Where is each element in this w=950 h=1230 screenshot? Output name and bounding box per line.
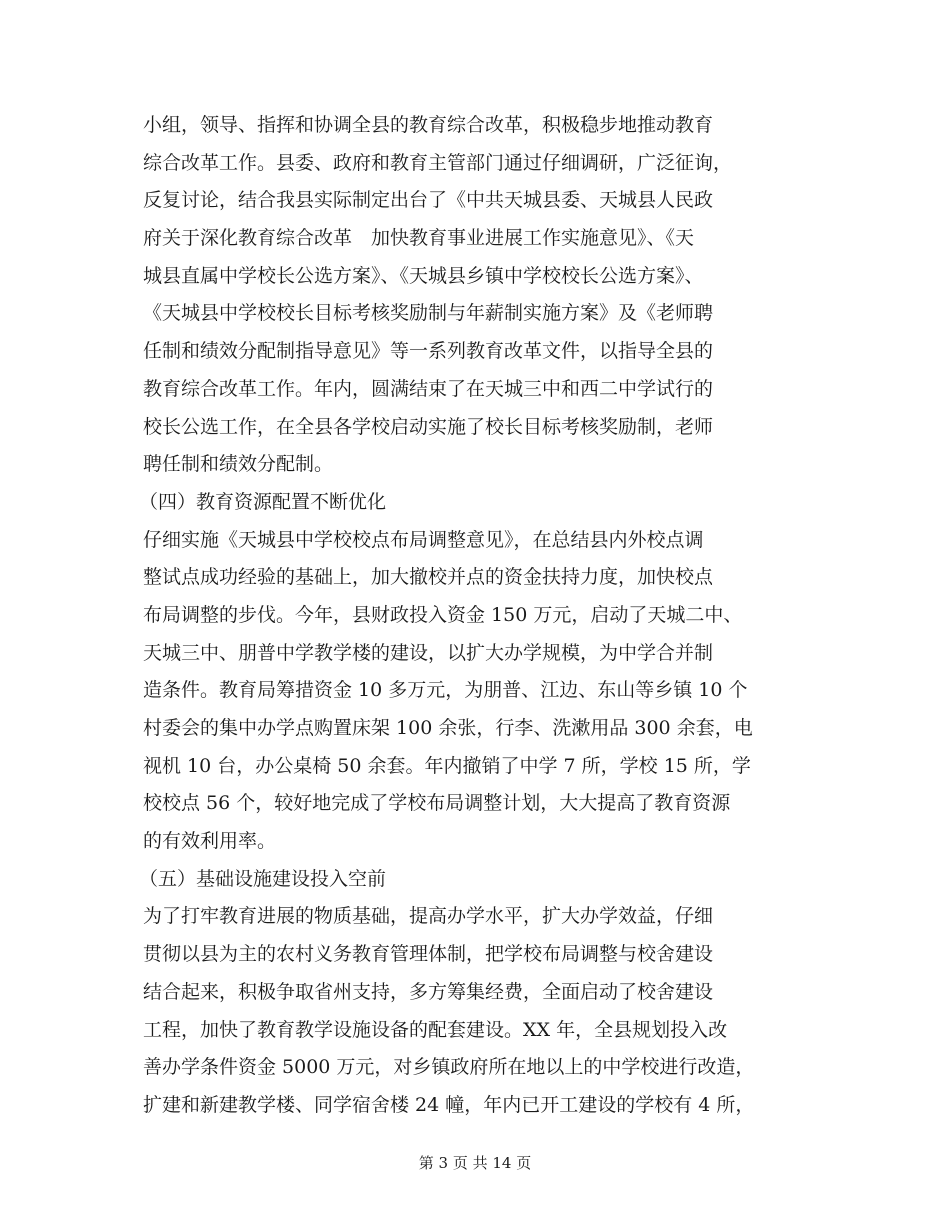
- text-line: 扩建和新建教学楼、同学宿舍楼 24 幢，年内已开工建设的学校有 4 所，: [143, 1093, 755, 1116]
- text-line: 造条件。教育局筹措资金 10 多万元，为朋普、江边、东山等乡镇 10 个: [143, 679, 748, 702]
- text-line: 府关于深化教育综合改革 加快教育事业进展工作实施意见》、《天: [143, 227, 695, 250]
- text-line: 整试点成功经验的基础上，加大撤校并点的资金扶持力度，加快校点: [143, 566, 714, 589]
- text-line: 村委会的集中办学点购置床架 100 余张，行李、洗漱用品 300 余套，电: [143, 717, 753, 739]
- page-number-label: 第 3 页 共 14 页: [418, 1154, 532, 1172]
- text-line: 视机 10 台，办公桌椅 50 余套。年内撤销了中学 7 所，学校 15 所，学: [143, 754, 751, 777]
- text-line: 校校点 56 个，较好地完成了学校布局调整计划，大大提高了教育资源: [143, 792, 731, 815]
- text-line: 仔细实施《天城县中学校校点布局调整意见》，在总结县内外校点调: [143, 528, 704, 551]
- text-line: 天城三中、朋普中学教学楼的建设，以扩大办学规模，为中学合并制: [143, 641, 714, 664]
- text-line: 结合起来，积极争取省州支持，多方筹集经费，全面启动了校舍建设: [143, 980, 714, 1003]
- text-line: 《天城县中学校校长目标考核奖励制与年薪制实施方案》及《老师聘: [143, 302, 714, 325]
- text-line: 教育综合改革工作。年内，圆满结束了在天城三中和西二中学试行的: [143, 377, 714, 400]
- document-body: [139, 107, 823, 1125]
- text-line: 反复讨论，结合我县实际制定出台了《中共天城县委、天城县人民政: [143, 189, 714, 212]
- text-line: 小组，领导、指挥和协调全县的教育综合改革，积极稳步地推动教育: [143, 114, 714, 136]
- text-line: 城县直属中学校长公选方案》、《天城县乡镇中学校校长公选方案》、: [143, 264, 704, 287]
- text-line: 工程，加快了教育教学设施设备的配套建设。XX 年，全县规划投入改: [143, 1018, 728, 1041]
- text-line: 综合改革工作。县委、政府和教育主管部门通过仔细调研，广泛征询，: [143, 151, 733, 174]
- section-heading: （五）基础设施建设投入空前: [139, 867, 387, 890]
- text-line: 为了打牢教育进展的物质基础，提高办学水平，扩大办学效益，仔细: [143, 905, 714, 928]
- text-line: 任制和绩效分配制指导意见》等一系列教育改革文件，以指导全县的: [143, 340, 714, 363]
- text-line: 布局调整的步伐。今年，县财政投入资金 150 万元，启动了天城二中、: [143, 603, 743, 626]
- text-line: 善办学条件资金 5000 万元，对乡镇政府所在地以上的中学校进行改造，: [143, 1056, 755, 1079]
- text-line: 的有效利用率。: [143, 830, 277, 853]
- text-line: 聘任制和绩效分配制。: [143, 453, 334, 476]
- text-line: 贯彻以县为主的农村义务教育管理体制，把学校布局调整与校舍建设: [143, 943, 714, 966]
- page-footer: [0, 1153, 950, 1173]
- text-line: 校长公选工作，在全县各学校启动实施了校长目标考核奖励制，老师: [143, 415, 714, 438]
- section-heading: （四）教育资源配置不断优化: [139, 490, 387, 513]
